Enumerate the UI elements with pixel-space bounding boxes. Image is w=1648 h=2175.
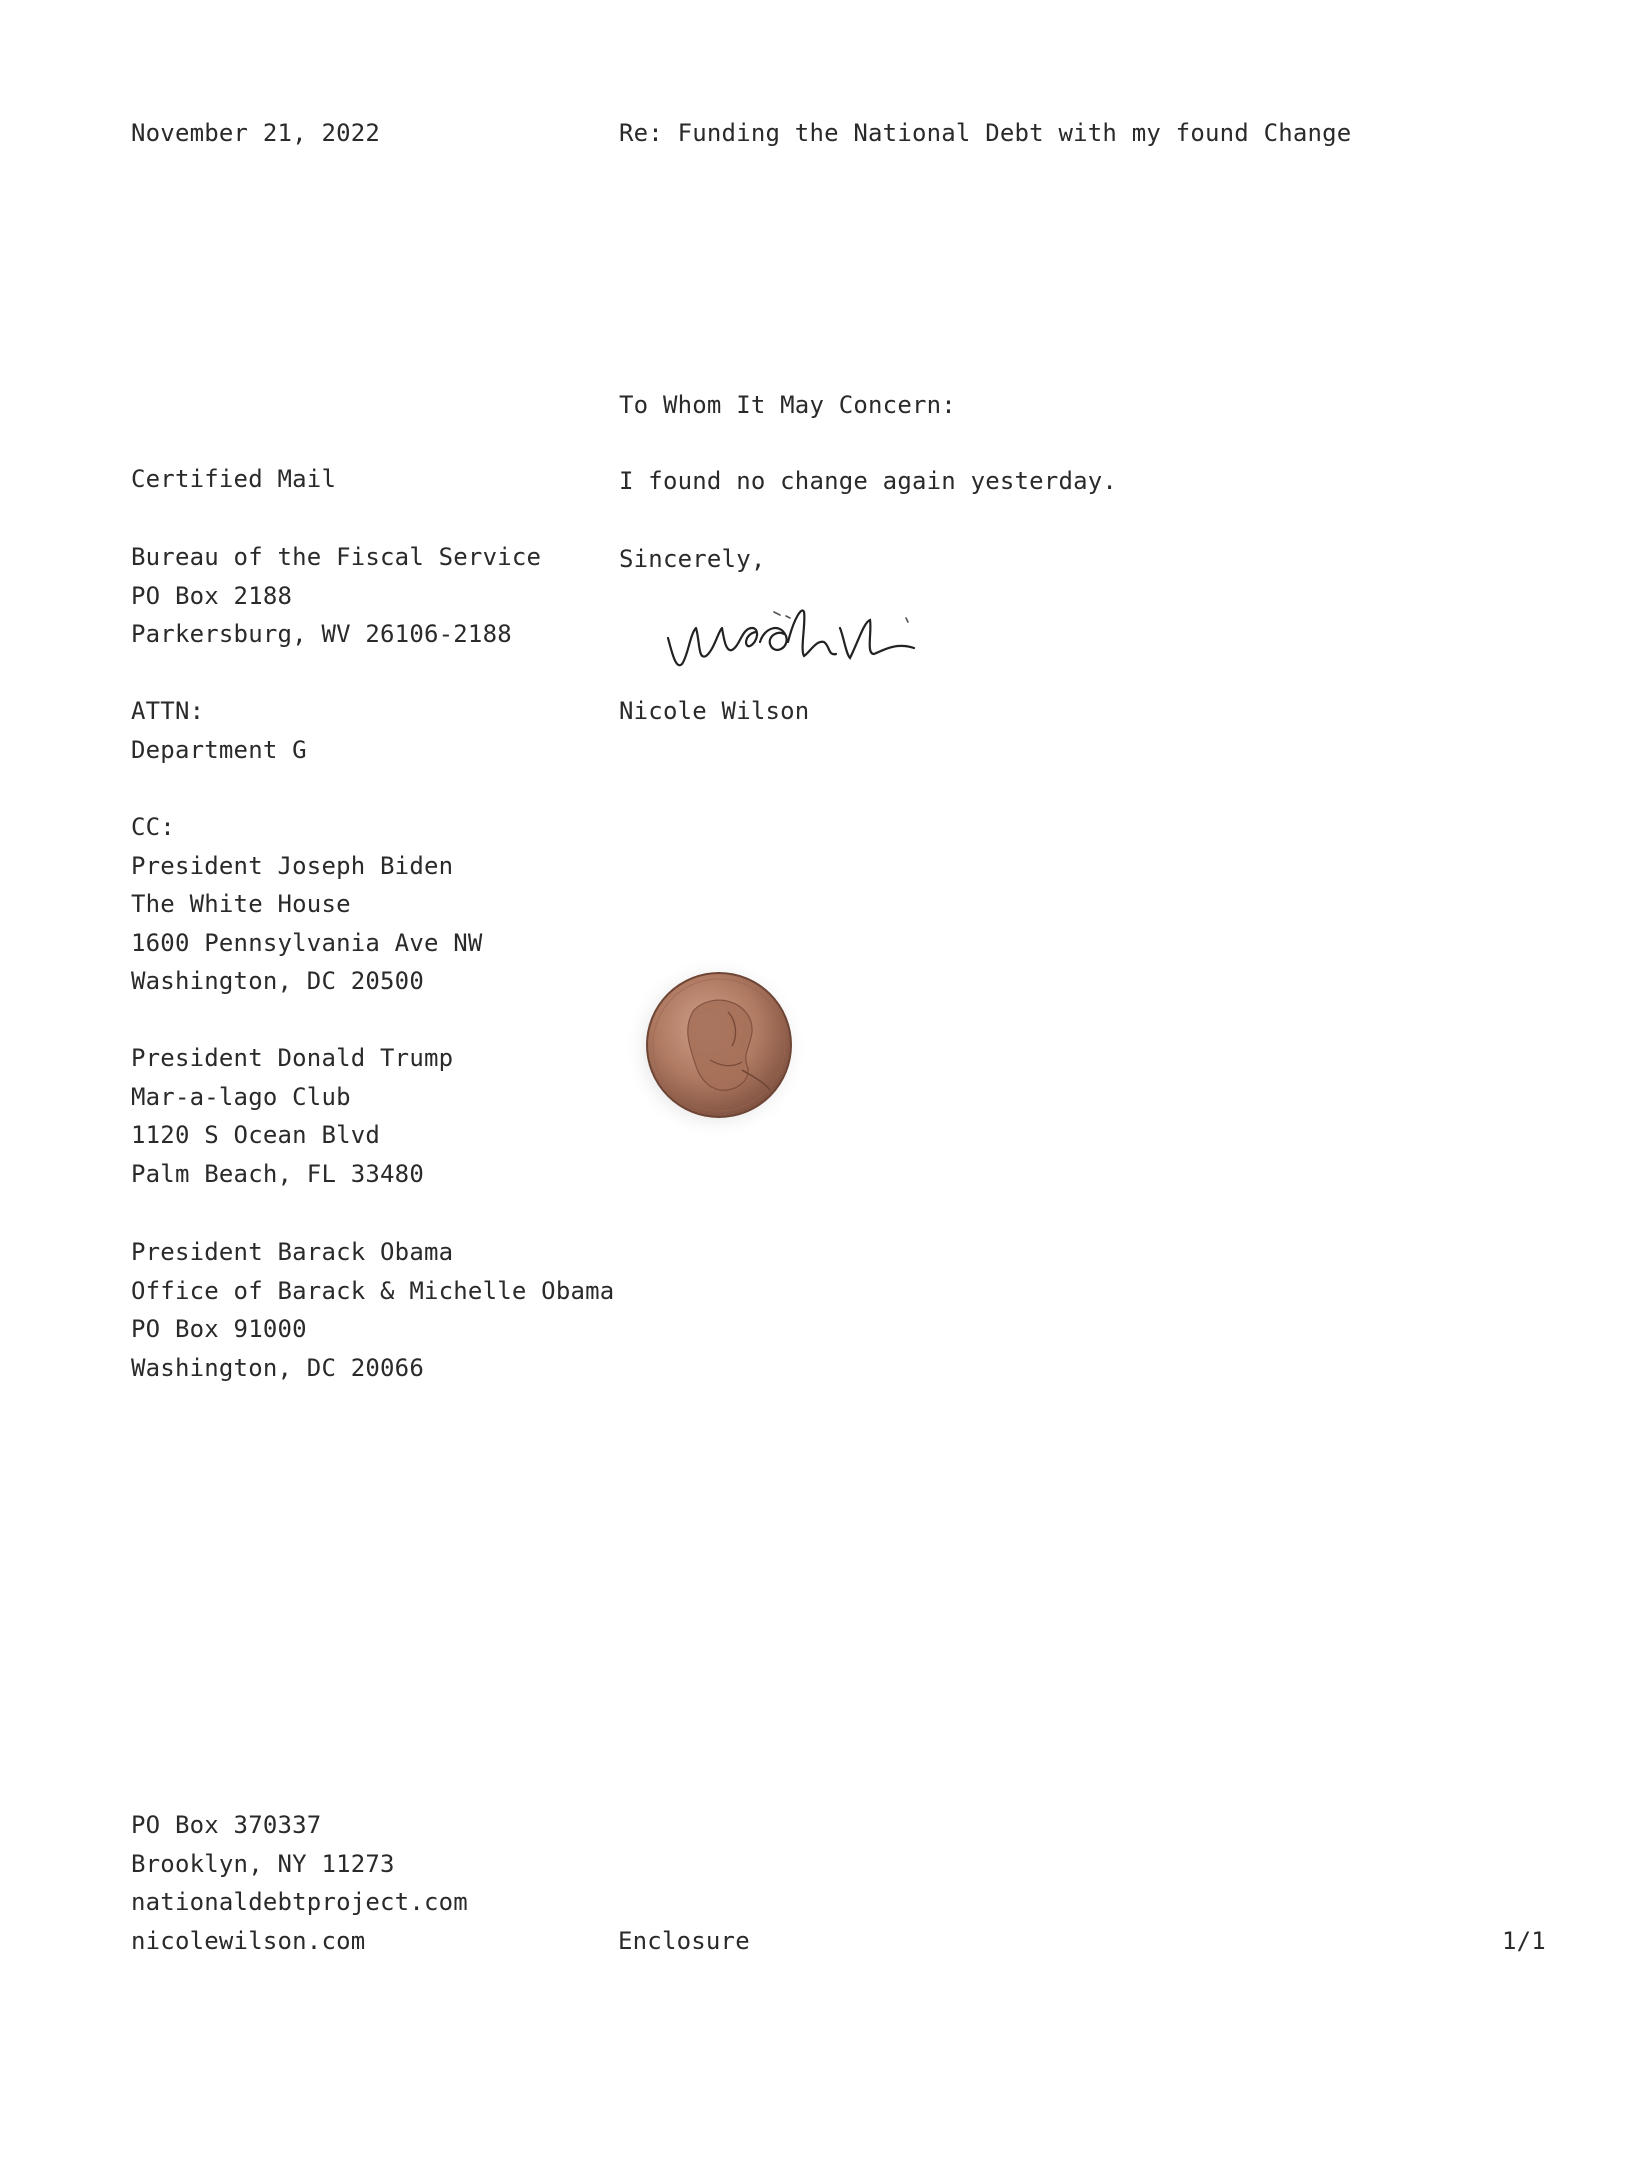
recipient-line: PO Box 2188 (131, 581, 293, 610)
cc-block-trump (131, 1039, 453, 1193)
cc-line: Office of Barack & Michelle Obama (131, 1276, 615, 1305)
recipient-line: Parkersburg, WV 26106-2188 (131, 620, 512, 648)
closing: Sincerely, (619, 545, 766, 573)
cc-line: 1600 Pennsylvania Ave NW (131, 928, 483, 957)
cc-line: 1120 S Ocean Blvd (131, 1121, 381, 1149)
cc-line: The White House (131, 890, 351, 918)
cc-line: President Donald Trump (131, 1044, 454, 1072)
penny-coin-image (624, 950, 814, 1140)
cc-block (131, 808, 483, 1001)
salutation: To Whom It May Concern: (619, 391, 956, 419)
cc-line: Palm Beach, FL 33480 (131, 1159, 424, 1188)
cc-line: Washington, DC 20066 (131, 1353, 424, 1382)
sender-line: Brooklyn, NY 11273 (131, 1849, 395, 1878)
sender-line: nationaldebtproject.com (131, 1888, 468, 1916)
letter-date: November 21, 2022 (131, 119, 381, 147)
delivery-method: Certified Mail (131, 465, 337, 493)
attn-label: ATTN: (131, 697, 205, 725)
signature-image (660, 598, 1020, 678)
cc-block-obama (131, 1233, 614, 1387)
letter-subject: Re: Funding the National Debt with my found Change (619, 119, 1352, 147)
attention-block (131, 692, 307, 769)
cc-line: Washington, DC 20500 (131, 967, 424, 995)
cc-line: President Barack Obama (131, 1238, 454, 1266)
attn-department: Department G (131, 735, 307, 764)
message-text: I found no change again yesterday. (619, 467, 1118, 495)
page-number: 1/1 (1502, 1927, 1546, 1955)
cc-line: Mar-a-lago Club (131, 1082, 351, 1111)
sender-line: nicolewilson.com (131, 1926, 366, 1955)
cc-line: PO Box 91000 (131, 1315, 307, 1343)
cc-label: CC: (131, 813, 175, 841)
enclosure-label: Enclosure (618, 1927, 750, 1955)
recipient-address (131, 538, 541, 654)
sender-line: PO Box 370337 (131, 1811, 322, 1839)
recipient-line: Bureau of the Fiscal Service (131, 543, 542, 571)
cc-line: President Joseph Biden (131, 851, 454, 880)
sender-address (131, 1806, 468, 1960)
signer-name: Nicole Wilson (619, 697, 810, 725)
